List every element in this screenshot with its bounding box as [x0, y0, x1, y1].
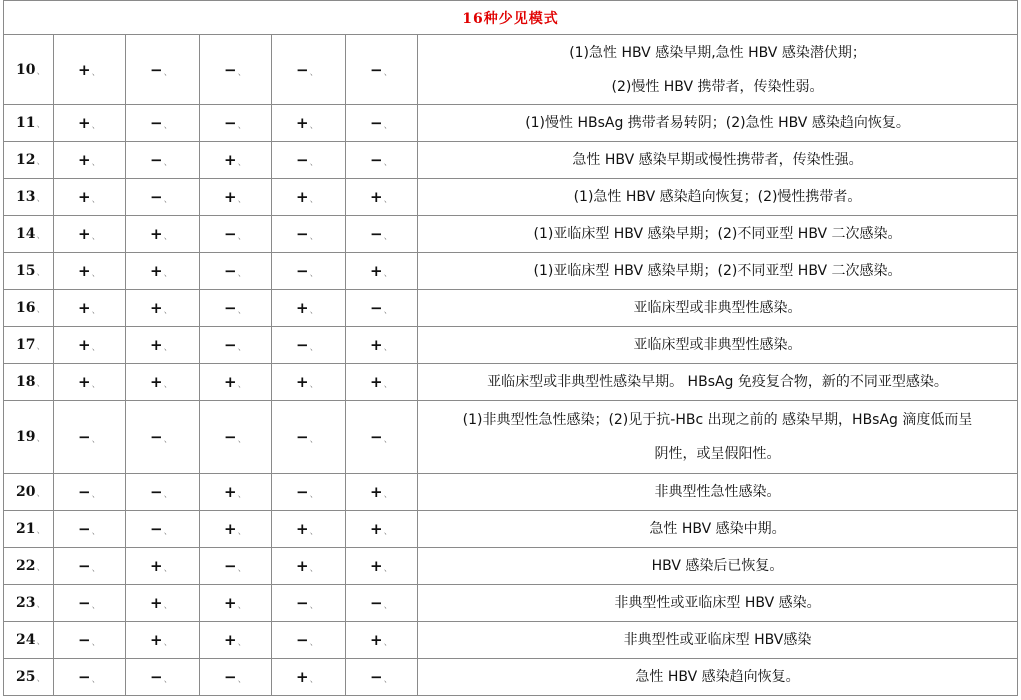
description-line: 非典型性急性感染。	[654, 484, 781, 500]
marker-cell: + 、	[272, 290, 346, 327]
marker-cell: + 、	[54, 216, 126, 253]
marker-cell: − 、	[200, 290, 272, 327]
row-number: 14 、	[4, 216, 54, 253]
row-number: 10 、	[4, 35, 54, 105]
marker-cell: − 、	[54, 585, 126, 622]
marker-cell: + 、	[54, 327, 126, 364]
description-cell	[418, 364, 1018, 401]
table-row	[4, 548, 1018, 585]
marker-cell: + 、	[54, 290, 126, 327]
marker-cell: − 、	[54, 659, 126, 696]
description-cell	[418, 35, 1018, 105]
row-number: 11 、	[4, 105, 54, 142]
table-row	[4, 35, 1018, 105]
row-number: 15 、	[4, 253, 54, 290]
row-number: 22 、	[4, 548, 54, 585]
description-cell	[418, 548, 1018, 585]
marker-cell: + 、	[54, 253, 126, 290]
description-line: 非典型性或亚临床型 HBV感染	[623, 632, 812, 648]
marker-cell: − 、	[200, 216, 272, 253]
marker-cell: + 、	[346, 327, 418, 364]
marker-cell: − 、	[272, 327, 346, 364]
table-row	[4, 253, 1018, 290]
marker-cell: − 、	[346, 401, 418, 474]
marker-cell: + 、	[272, 659, 346, 696]
description-cell	[418, 253, 1018, 290]
table-row	[4, 474, 1018, 511]
hbv-pattern-table	[3, 0, 1018, 696]
table-row	[4, 327, 1018, 364]
marker-cell: − 、	[126, 659, 200, 696]
marker-cell: − 、	[126, 401, 200, 474]
row-number: 16 、	[4, 290, 54, 327]
table-row	[4, 179, 1018, 216]
description-line: (1)非典型性急性感染；(2)见于抗-HBc 出现之前的 感染早期，HBsAg 滴度低而呈	[462, 412, 973, 428]
marker-cell: + 、	[346, 622, 418, 659]
marker-cell: + 、	[200, 474, 272, 511]
description-line: (1)亚临床型 HBV 感染早期；(2)不同亚型 HBV 二次感染。	[533, 263, 902, 279]
description-cell	[418, 622, 1018, 659]
row-number: 19 、	[4, 401, 54, 474]
row-number: 20 、	[4, 474, 54, 511]
marker-cell: − 、	[346, 105, 418, 142]
marker-cell: + 、	[126, 364, 200, 401]
marker-cell: + 、	[200, 511, 272, 548]
marker-cell: + 、	[126, 548, 200, 585]
table-row	[4, 511, 1018, 548]
marker-cell: − 、	[272, 585, 346, 622]
table-title: 16种少见模式	[4, 1, 1018, 35]
description-cell	[418, 179, 1018, 216]
description-cell	[418, 585, 1018, 622]
marker-cell: + 、	[272, 105, 346, 142]
description-cell	[418, 474, 1018, 511]
marker-cell: + 、	[346, 364, 418, 401]
description-line: 阴性，或呈假阳性。	[654, 446, 781, 462]
marker-cell: − 、	[54, 401, 126, 474]
marker-cell: + 、	[272, 511, 346, 548]
marker-cell: − 、	[200, 327, 272, 364]
marker-cell: − 、	[126, 35, 200, 105]
description-line: 急性 HBV 感染中期。	[649, 521, 786, 537]
table-row	[4, 659, 1018, 696]
description-cell	[418, 216, 1018, 253]
description-cell	[418, 142, 1018, 179]
description-line: HBV 感染后已恢复。	[651, 558, 784, 574]
marker-cell: − 、	[272, 474, 346, 511]
row-number: 17 、	[4, 327, 54, 364]
description-line: 亚临床型或非典型性感染。	[633, 337, 802, 353]
marker-cell: − 、	[272, 253, 346, 290]
table-row	[4, 364, 1018, 401]
marker-cell: + 、	[272, 179, 346, 216]
description-line: 亚临床型或非典型性感染早期。 HBsAg 免疫复合物，新的不同亚型感染。	[487, 374, 948, 390]
marker-cell: − 、	[272, 401, 346, 474]
marker-cell: − 、	[200, 105, 272, 142]
marker-cell: + 、	[200, 364, 272, 401]
marker-cell: − 、	[346, 216, 418, 253]
marker-cell: − 、	[126, 511, 200, 548]
marker-cell: + 、	[54, 364, 126, 401]
marker-cell: + 、	[200, 142, 272, 179]
row-number: 24 、	[4, 622, 54, 659]
description-line: (2)慢性 HBV 携带者，传染性弱。	[611, 78, 824, 95]
marker-cell: + 、	[126, 622, 200, 659]
marker-cell: + 、	[346, 253, 418, 290]
marker-cell: + 、	[54, 142, 126, 179]
marker-cell: + 、	[346, 179, 418, 216]
marker-cell: − 、	[346, 585, 418, 622]
table-row	[4, 290, 1018, 327]
table-row	[4, 585, 1018, 622]
marker-cell: − 、	[54, 511, 126, 548]
description-line: (1)急性 HBV 感染早期,急性 HBV 感染潜伏期；	[569, 44, 866, 61]
marker-cell: + 、	[200, 585, 272, 622]
marker-cell: − 、	[126, 179, 200, 216]
marker-cell: − 、	[272, 622, 346, 659]
marker-cell: + 、	[54, 179, 126, 216]
description-line: 急性 HBV 感染趋向恢复。	[635, 669, 800, 685]
marker-cell: + 、	[126, 327, 200, 364]
row-number: 13 、	[4, 179, 54, 216]
marker-cell: + 、	[126, 216, 200, 253]
description-line: 亚临床型或非典型性感染。	[633, 300, 802, 316]
marker-cell: − 、	[346, 142, 418, 179]
marker-cell: − 、	[126, 105, 200, 142]
marker-cell: − 、	[126, 474, 200, 511]
row-number: 25 、	[4, 659, 54, 696]
description-line: 非典型性或亚临床型 HBV 感染。	[614, 595, 821, 611]
description-cell	[418, 105, 1018, 142]
description-cell	[418, 327, 1018, 364]
marker-cell: + 、	[54, 35, 126, 105]
marker-cell: − 、	[200, 548, 272, 585]
marker-cell: + 、	[346, 548, 418, 585]
marker-cell: + 、	[346, 474, 418, 511]
marker-cell: − 、	[272, 142, 346, 179]
row-number: 12 、	[4, 142, 54, 179]
row-number: 21 、	[4, 511, 54, 548]
marker-cell: + 、	[54, 105, 126, 142]
row-number: 18 、	[4, 364, 54, 401]
description-cell	[418, 659, 1018, 696]
table-row	[4, 105, 1018, 142]
title-row	[4, 1, 1018, 35]
marker-cell: + 、	[200, 622, 272, 659]
marker-cell: − 、	[272, 216, 346, 253]
marker-cell: + 、	[126, 290, 200, 327]
marker-cell: + 、	[272, 548, 346, 585]
marker-cell: − 、	[54, 474, 126, 511]
description-line: (1)慢性 HBsAg 携带者易转阴；(2)急性 HBV 感染趋向恢复。	[525, 115, 910, 131]
marker-cell: − 、	[272, 35, 346, 105]
description-line: (1)急性 HBV 感染趋向恢复；(2)慢性携带者。	[573, 189, 862, 205]
marker-cell: − 、	[200, 253, 272, 290]
table-row	[4, 401, 1018, 474]
marker-cell: + 、	[126, 253, 200, 290]
marker-cell: − 、	[200, 659, 272, 696]
table-row	[4, 142, 1018, 179]
table-row	[4, 622, 1018, 659]
marker-cell: − 、	[54, 548, 126, 585]
row-number: 23 、	[4, 585, 54, 622]
marker-cell: − 、	[200, 35, 272, 105]
marker-cell: + 、	[200, 179, 272, 216]
marker-cell: − 、	[54, 622, 126, 659]
marker-cell: + 、	[126, 585, 200, 622]
marker-cell: − 、	[346, 290, 418, 327]
marker-cell: − 、	[200, 401, 272, 474]
marker-cell: − 、	[346, 35, 418, 105]
marker-cell: + 、	[346, 511, 418, 548]
marker-cell: + 、	[272, 364, 346, 401]
description-cell	[418, 401, 1018, 474]
table-row	[4, 216, 1018, 253]
description-cell	[418, 511, 1018, 548]
description-line: 急性 HBV 感染早期或慢性携带者，传染性强。	[572, 152, 863, 168]
description-cell	[418, 290, 1018, 327]
description-line: (1)亚临床型 HBV 感染早期；(2)不同亚型 HBV 二次感染。	[533, 226, 902, 242]
marker-cell: − 、	[346, 659, 418, 696]
marker-cell: − 、	[126, 142, 200, 179]
